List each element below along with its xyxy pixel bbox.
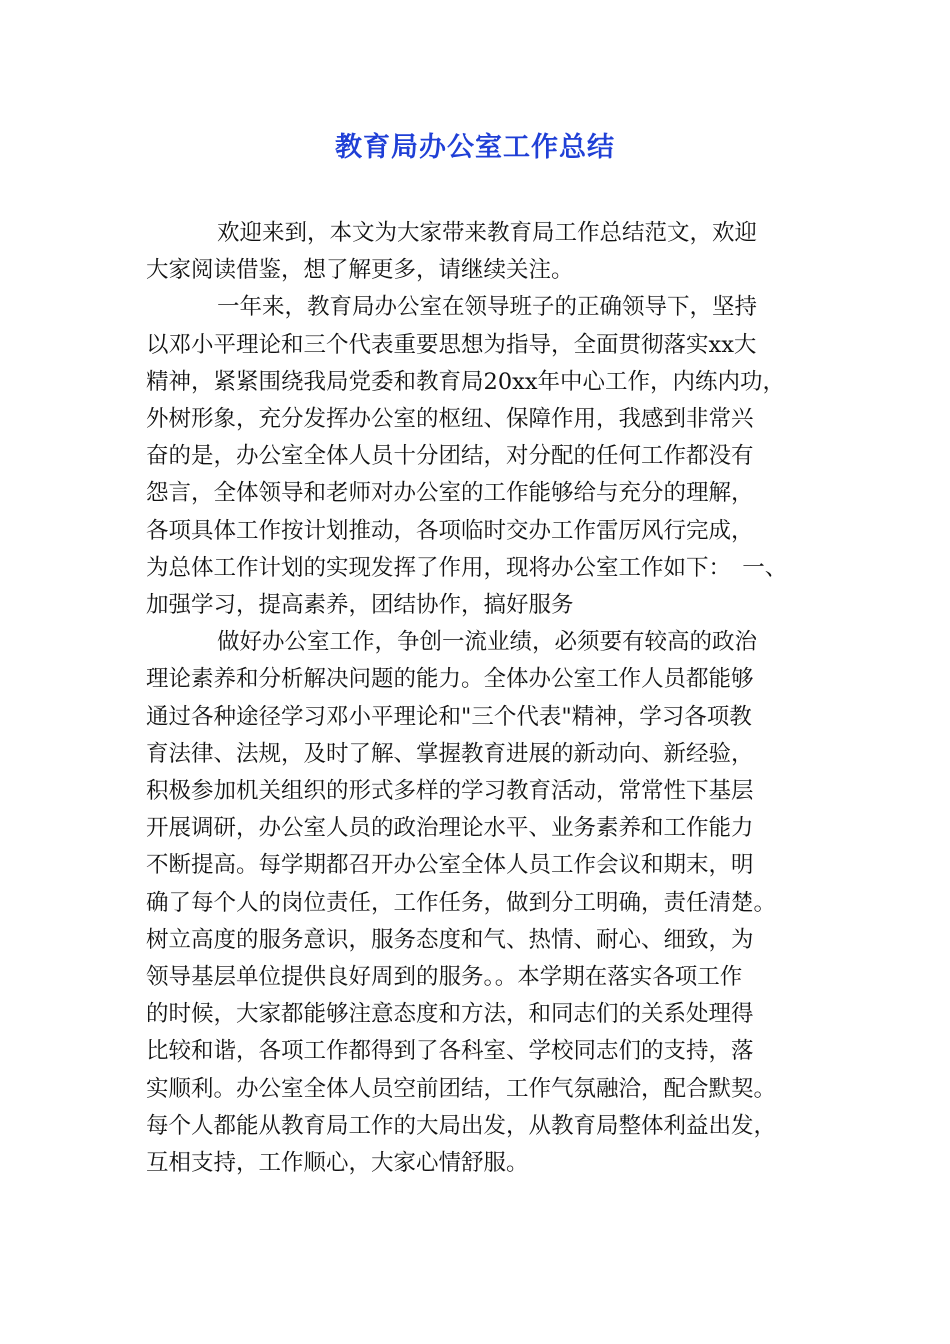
paragraph-line: 通过各种途径学习邓小平理论和"三个代表"精神，学习各项教 — [146, 703, 752, 730]
document-title: 教育局办公室工作总结 — [335, 132, 615, 163]
paragraph-line: 外树形象，充分发挥办公室的枢纽、保障作用，我感到非常兴 — [146, 406, 754, 433]
paragraph-line: 领导基层单位提供良好周到的服务。。本学期在落实各项工作 — [146, 964, 743, 991]
paragraph-line: 欢迎来到，本文为大家带来教育局工作总结范文，欢迎 — [217, 220, 758, 246]
paragraph-line: 每个人都能从教育局工作的大局出发，从教育局整体利益出发， — [146, 1112, 777, 1139]
paragraph-summary — [146, 289, 816, 624]
paragraph-line: 为总体工作计划的实现发挥了作用，现将办公室工作如下： 一、 — [146, 554, 788, 581]
paragraph-line: 加强学习，提高素养，团结协作，搞好服务 — [146, 592, 574, 619]
paragraph-line: 的时候，大家都能够注意态度和方法，和同志们的关系处理得 — [146, 1001, 754, 1028]
paragraph-line: 理论素养和分析解决问题的能力。全体办公室工作人员都能够 — [146, 666, 754, 693]
paragraph-line: 大家阅读借鉴，想了解更多，请继续关注。 — [146, 257, 574, 284]
paragraph-study — [146, 624, 816, 1182]
paragraph-line: 以邓小平理论和三个代表重要思想为指导，全面贯彻落实xx大 — [146, 331, 757, 358]
document-body — [146, 215, 816, 1182]
paragraph-line: 做好办公室工作，争创一流业绩，必须要有较高的政治 — [217, 629, 758, 656]
paragraph-line: 一年来，教育局办公室在领导班子的正确领导下，坚持 — [217, 294, 758, 321]
paragraph-line: 精神，紧紧围绕我局党委和教育局20xx年中心工作，内练内功， — [146, 368, 786, 395]
paragraph-line: 开展调研，办公室人员的政治理论水平、业务素养和工作能力 — [146, 815, 754, 842]
paragraph-line: 比较和谐，各项工作都得到了各科室、学校同志们的支持，落 — [146, 1038, 754, 1065]
paragraph-line: 树立高度的服务意识，服务态度和气、热情、耐心、细致，为 — [146, 926, 754, 953]
paragraph-line: 奋的是，办公室全体人员十分团结，对分配的任何工作都没有 — [146, 443, 754, 470]
paragraph-intro — [146, 215, 816, 289]
paragraph-line: 各项具体工作按计划推动，各项临时交办工作雷厉风行完成， — [146, 517, 754, 544]
paragraph-line: 积极参加机关组织的形式多样的学习教育活动，常常性下基层 — [146, 778, 754, 805]
paragraph-line: 怨言，全体领导和老师对办公室的工作能够给与充分的理解， — [146, 480, 754, 507]
paragraph-line: 不断提高。每学期都召开办公室全体人员工作会议和期末，明 — [146, 852, 754, 879]
paragraph-line: 育法律、法规，及时了解、掌握教育进展的新动向、新经验， — [146, 740, 754, 767]
paragraph-line: 互相支持，工作顺心，大家心情舒服。 — [146, 1150, 529, 1177]
paragraph-line: 确了每个人的岗位责任，工作任务，做到分工明确，责任清楚。 — [146, 889, 777, 916]
paragraph-line: 实顺利。办公室全体人员空前团结，工作气氛融洽，配合默契。 — [146, 1075, 777, 1102]
